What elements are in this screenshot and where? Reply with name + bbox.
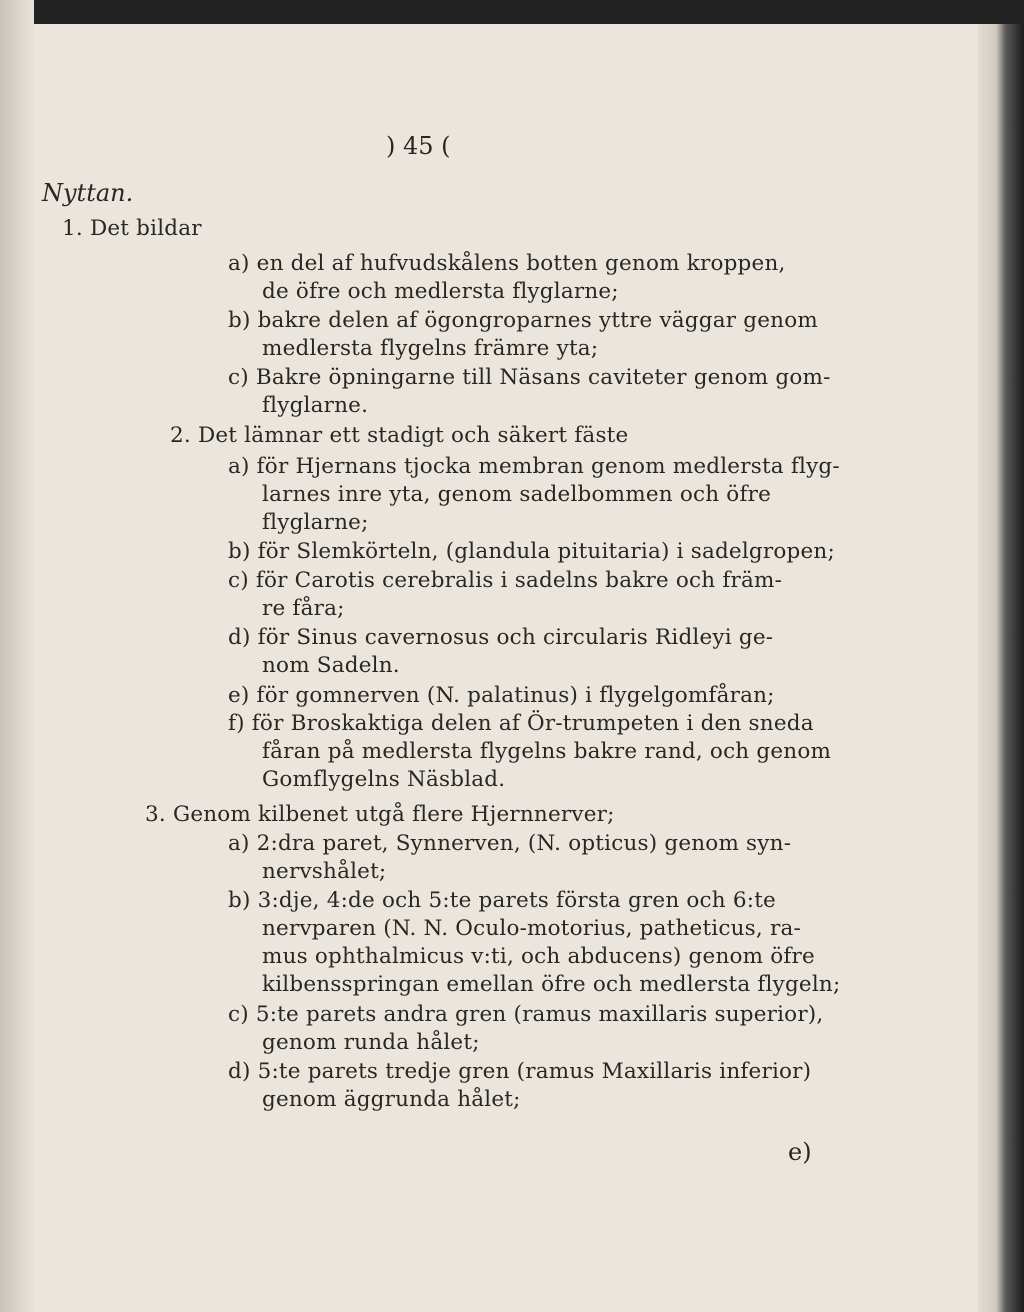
text-line: 3. Genom kilbenet utgå flere Hjernnerver;: [145, 802, 615, 827]
text-line: flyglarne.: [262, 393, 369, 418]
text-line: b) 3:dje, 4:de och 5:te parets första gren och 6:te: [228, 888, 776, 913]
text-line: genom runda hålet;: [262, 1030, 480, 1055]
text-line: e) för gomnerven (N. palatinus) i flygelgomfåran;: [228, 683, 775, 708]
text-line: b) för Slemkörteln, (glandula pituitaria) i sadelgropen;: [228, 539, 835, 564]
page-number: ) 45 (: [386, 132, 451, 160]
text-line: 2. Det lämnar ett stadigt och säkert fäste: [170, 423, 629, 448]
text-line: flyglarne;: [262, 510, 369, 535]
text-line: medlersta flygelns främre yta;: [262, 336, 599, 361]
text-line: c) Bakre öpningarne till Näsans caviteter genom gom-: [228, 365, 831, 390]
page-gutter: [0, 0, 34, 1312]
text-line: 1. Det bildar: [62, 216, 202, 241]
text-line: mus ophthalmicus v:ti, och abducens) genom öfre: [262, 944, 815, 969]
text-line: a) en del af hufvudskålens botten genom kroppen,: [228, 251, 786, 276]
section-heading: Nyttan.: [42, 179, 134, 207]
text-line: de öfre och medlersta flyglarne;: [262, 279, 619, 304]
text-line: larnes inre yta, genom sadelbommen och öfre: [262, 482, 772, 507]
text-line: c) för Carotis cerebralis i sadelns bakre och främ-: [228, 568, 783, 593]
text-line: nervshålet;: [262, 859, 387, 884]
text-line: b) bakre delen af ögongroparnes yttre väggar genom: [228, 308, 818, 333]
page-right-edge: [978, 24, 1024, 1312]
text-line: nom Sadeln.: [262, 653, 400, 678]
text-line: re fåra;: [262, 596, 345, 621]
text-line: a) för Hjernans tjocka membran genom medlersta flyg-: [228, 454, 840, 479]
catchword: e): [788, 1138, 812, 1166]
text-line: Gomflygelns Näsblad.: [262, 767, 506, 792]
text-line: d) 5:te parets tredje gren (ramus Maxillaris inferior): [228, 1059, 812, 1084]
text-line: nervparen (N. N. Oculo-motorius, patheticus, ra-: [262, 916, 801, 941]
text-line: a) 2:dra paret, Synnerven, (N. opticus) genom syn-: [228, 831, 792, 856]
text-line: c) 5:te parets andra gren (ramus maxillaris superior),: [228, 1002, 824, 1027]
text-line: fåran på medlersta flygelns bakre rand, och genom: [262, 739, 832, 764]
text-line: d) för Sinus cavernosus och circularis Ridleyi ge-: [228, 625, 774, 650]
text-line: genom äggrunda hålet;: [262, 1087, 521, 1112]
text-line: f) för Broskaktiga delen af Ör-trumpeten i den sneda: [228, 711, 814, 736]
text-line: kilbensspringan emellan öfre och medlersta flygeln;: [262, 972, 841, 997]
scan-top-edge: [0, 0, 1024, 24]
